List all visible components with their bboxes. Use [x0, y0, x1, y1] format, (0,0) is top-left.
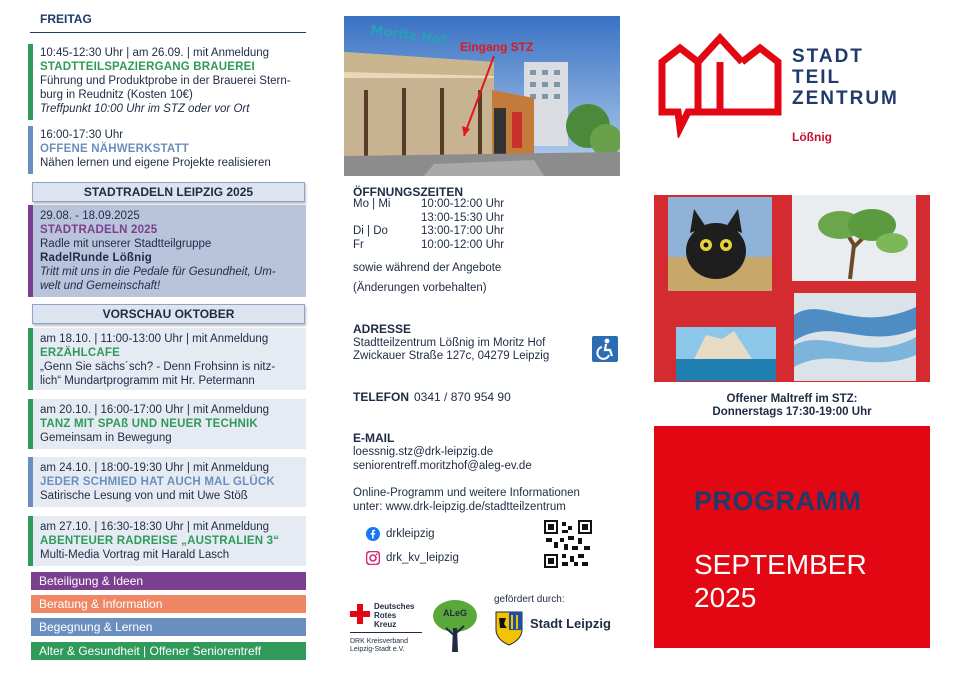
- maltreff-line: Offener Maltreff im STZ:: [726, 393, 858, 405]
- event-time: am 18.10. | 11:00-13:00 Uhr | mit Anmeldung: [40, 333, 269, 345]
- sponsor: [494, 594, 624, 631]
- divider: [30, 32, 306, 33]
- event-title: OFFENE NÄHWERKSTATT: [40, 143, 190, 155]
- category-alter-gesundheit: Alter & Gesundheit | Offener Seniorentreff: [31, 642, 306, 660]
- event-desc: Satirische Lesung von und mit Uwe Stöß: [40, 490, 248, 502]
- right-column: [652, 0, 932, 679]
- hours-row: [353, 225, 504, 239]
- hours-day: Di | Do: [353, 225, 388, 238]
- online-url[interactable]: unter: www.drk-leipzig.de/stadtteilzentrum: [353, 501, 566, 513]
- event-time: 10:45-12:30 Uhr | am 26.09. | mit Anmeldung: [40, 47, 270, 59]
- category-beratung: Beratung & Information: [31, 595, 306, 613]
- aleg-label: ALeG: [443, 608, 468, 618]
- brand-line: ZENTRUM: [792, 88, 899, 109]
- program-cover: [654, 426, 930, 648]
- category-beteiligung: Beteiligung & Ideen: [31, 572, 306, 590]
- funded-by-label: gefördert durch:: [494, 594, 565, 605]
- event-note: welt und Gemeinschaft!: [40, 280, 161, 292]
- drk-name: [374, 602, 414, 629]
- brand-line: STADT: [792, 46, 864, 67]
- tree-icon: [430, 598, 480, 654]
- email-heading: E-MAIL: [353, 431, 395, 445]
- facebook-link[interactable]: [366, 527, 435, 541]
- qr-code[interactable]: [544, 520, 592, 568]
- maltreff-line: Donnerstags 17:30-19:00 Uhr: [712, 406, 872, 418]
- event-time: am 27.10. | 16:30-18:30 Uhr | mit Anmeldung: [40, 521, 270, 533]
- facebook-handle: drkleipzig: [386, 528, 435, 540]
- section-banner-oktober: VORSCHAU OKTOBER: [32, 304, 305, 324]
- hours-day: [353, 212, 421, 226]
- event-title: TANZ MIT SPAß UND NEUER TECHNIK: [40, 418, 258, 430]
- artwork-photo: [654, 195, 930, 382]
- event-title: ERZÄHLCAFE: [40, 347, 120, 359]
- email-link[interactable]: seniorentreff.moritzhof@aleg-ev.de: [353, 460, 532, 472]
- program-title: PROGRAMM: [694, 486, 862, 516]
- divider: [350, 632, 422, 633]
- event-naehwerkstatt: [28, 126, 306, 174]
- program-year: 2025: [694, 582, 757, 613]
- left-column: [28, 0, 308, 679]
- instagram-link[interactable]: [366, 551, 459, 565]
- section-banner-stadtradeln: STADTRADELN LEIPZIG 2025: [32, 182, 305, 202]
- hours-heading: ÖFFNUNGSZEITEN: [353, 185, 463, 199]
- accessibility-icon: [592, 336, 618, 362]
- facebook-icon: [366, 527, 380, 541]
- event-title: STADTTEILSPAZIERGANG BRAUEREI: [40, 61, 255, 73]
- maltreff-info: [652, 393, 932, 419]
- event-title: JEDER SCHMIED HAT AUCH MAL GLÜCK: [40, 476, 275, 488]
- event-desc: Nähen lernen und eigene Projekte realisieren: [40, 157, 271, 169]
- entrance-label: Eingang STZ: [460, 40, 534, 54]
- hours-row: [353, 239, 504, 253]
- drk-sub-line: Leipzig-Stadt e.V.: [350, 646, 405, 653]
- leipzig-coat-of-arms-icon: [494, 610, 524, 646]
- hours-time: 10:00-12:00 Uhr: [421, 238, 505, 251]
- address-heading: ADRESSE: [353, 322, 412, 336]
- hours-note: sowie während der Angebote: [353, 262, 502, 274]
- stadtteilzentrum-logo-icon: [658, 32, 782, 138]
- event-title: ABENTEUER RADREISE „AUSTRALIEN 3“: [40, 535, 280, 547]
- paintings-illustration: [654, 195, 930, 382]
- program-date: [694, 548, 867, 614]
- instagram-icon: [366, 551, 380, 565]
- drk-subtitle: [350, 638, 408, 654]
- building-photo: [344, 16, 620, 176]
- drk-name-line: Kreuz: [374, 620, 397, 629]
- event-time: 16:00-17:30 Uhr: [40, 129, 124, 141]
- drk-name-line: Deutsches: [374, 602, 415, 611]
- hours-time: 13:00-17:00 Uhr: [421, 225, 505, 238]
- event-note: Treffpunkt 10:00 Uhr im STZ oder vor Ort: [40, 103, 250, 115]
- opening-hours: [353, 198, 504, 252]
- event-tanz: [28, 399, 306, 449]
- brand-wordmark: [792, 46, 899, 109]
- event-desc: Radle mit unserer Stadtteilgruppe: [40, 238, 212, 250]
- day-heading: FREITAG: [40, 12, 92, 26]
- brand-line: TEIL: [792, 67, 842, 88]
- event-lesung: [28, 457, 306, 507]
- hours-time: 13:00-15:30 Uhr: [421, 211, 505, 224]
- address-line: Zwickauer Straße 127c, 04279 Leipzig: [353, 350, 550, 362]
- brand-subtitle: Lößnig: [792, 130, 832, 144]
- red-cross-icon: [350, 604, 370, 624]
- hours-row: [353, 212, 504, 226]
- address-line: Stadtteilzentrum Lößnig im Moritz Hof: [353, 337, 546, 349]
- program-month: SEPTEMBER: [694, 549, 867, 580]
- photo-sign: Moritz Hof: [369, 23, 448, 49]
- event-desc: burg in Reudnitz (Kosten 10€): [40, 89, 193, 101]
- event-time: am 24.10. | 18:00-19:30 Uhr | mit Anmeldung: [40, 462, 270, 474]
- event-desc: lich“ Mundartprogramm mit Hr. Petermann: [40, 375, 255, 387]
- online-info: Online-Programm und weitere Informationen: [353, 487, 580, 499]
- instagram-handle: drk_kv_leipzig: [386, 552, 459, 564]
- hours-time: 10:00-12:00 Uhr: [421, 198, 505, 210]
- event-note: Tritt mit uns in die Pedale für Gesundheit, Um-: [40, 266, 276, 278]
- event-radreise: [28, 516, 306, 566]
- aleg-logo: [430, 598, 480, 654]
- hours-day: Fr: [353, 238, 364, 251]
- event-desc: „Genn Sie sächs´sch? - Denn Frohsinn is nitz-: [40, 361, 276, 373]
- hours-row: [353, 198, 504, 212]
- category-begegnung: Begegnung & Lernen: [31, 618, 306, 636]
- event-desc: Gemeinsam in Bewegung: [40, 432, 172, 444]
- event-desc: Multi-Media Vortrag mit Harald Lasch: [40, 549, 230, 561]
- event-stadtradeln: [28, 205, 306, 297]
- drk-name-line: Rotes: [374, 611, 397, 620]
- middle-column: [344, 0, 630, 679]
- email-link[interactable]: loessnig.stz@drk-leipzig.de: [353, 446, 494, 458]
- event-erzaehlcafe: [28, 328, 306, 390]
- event-brauerei: [28, 44, 306, 120]
- event-team: RadelRunde Lößnig: [40, 252, 153, 264]
- phone-number[interactable]: 0341 / 870 954 90: [414, 390, 511, 404]
- phone-heading: TELEFON: [353, 390, 409, 404]
- event-title: STADTRADELN 2025: [40, 224, 158, 236]
- event-time: am 20.10. | 16:00-17:00 Uhr | mit Anmeldung: [40, 404, 270, 416]
- event-desc: Führung und Produktprobe in der Brauerei Stern-: [40, 75, 291, 87]
- drk-sub-line: DRK Kreisverband: [350, 638, 408, 645]
- city-name: Stadt Leipzig: [530, 616, 611, 631]
- hours-day: Mo | Mi: [353, 198, 391, 210]
- event-time: 29.08. - 18.09.2025: [40, 210, 140, 222]
- hours-note: (Änderungen vorbehalten): [353, 282, 487, 294]
